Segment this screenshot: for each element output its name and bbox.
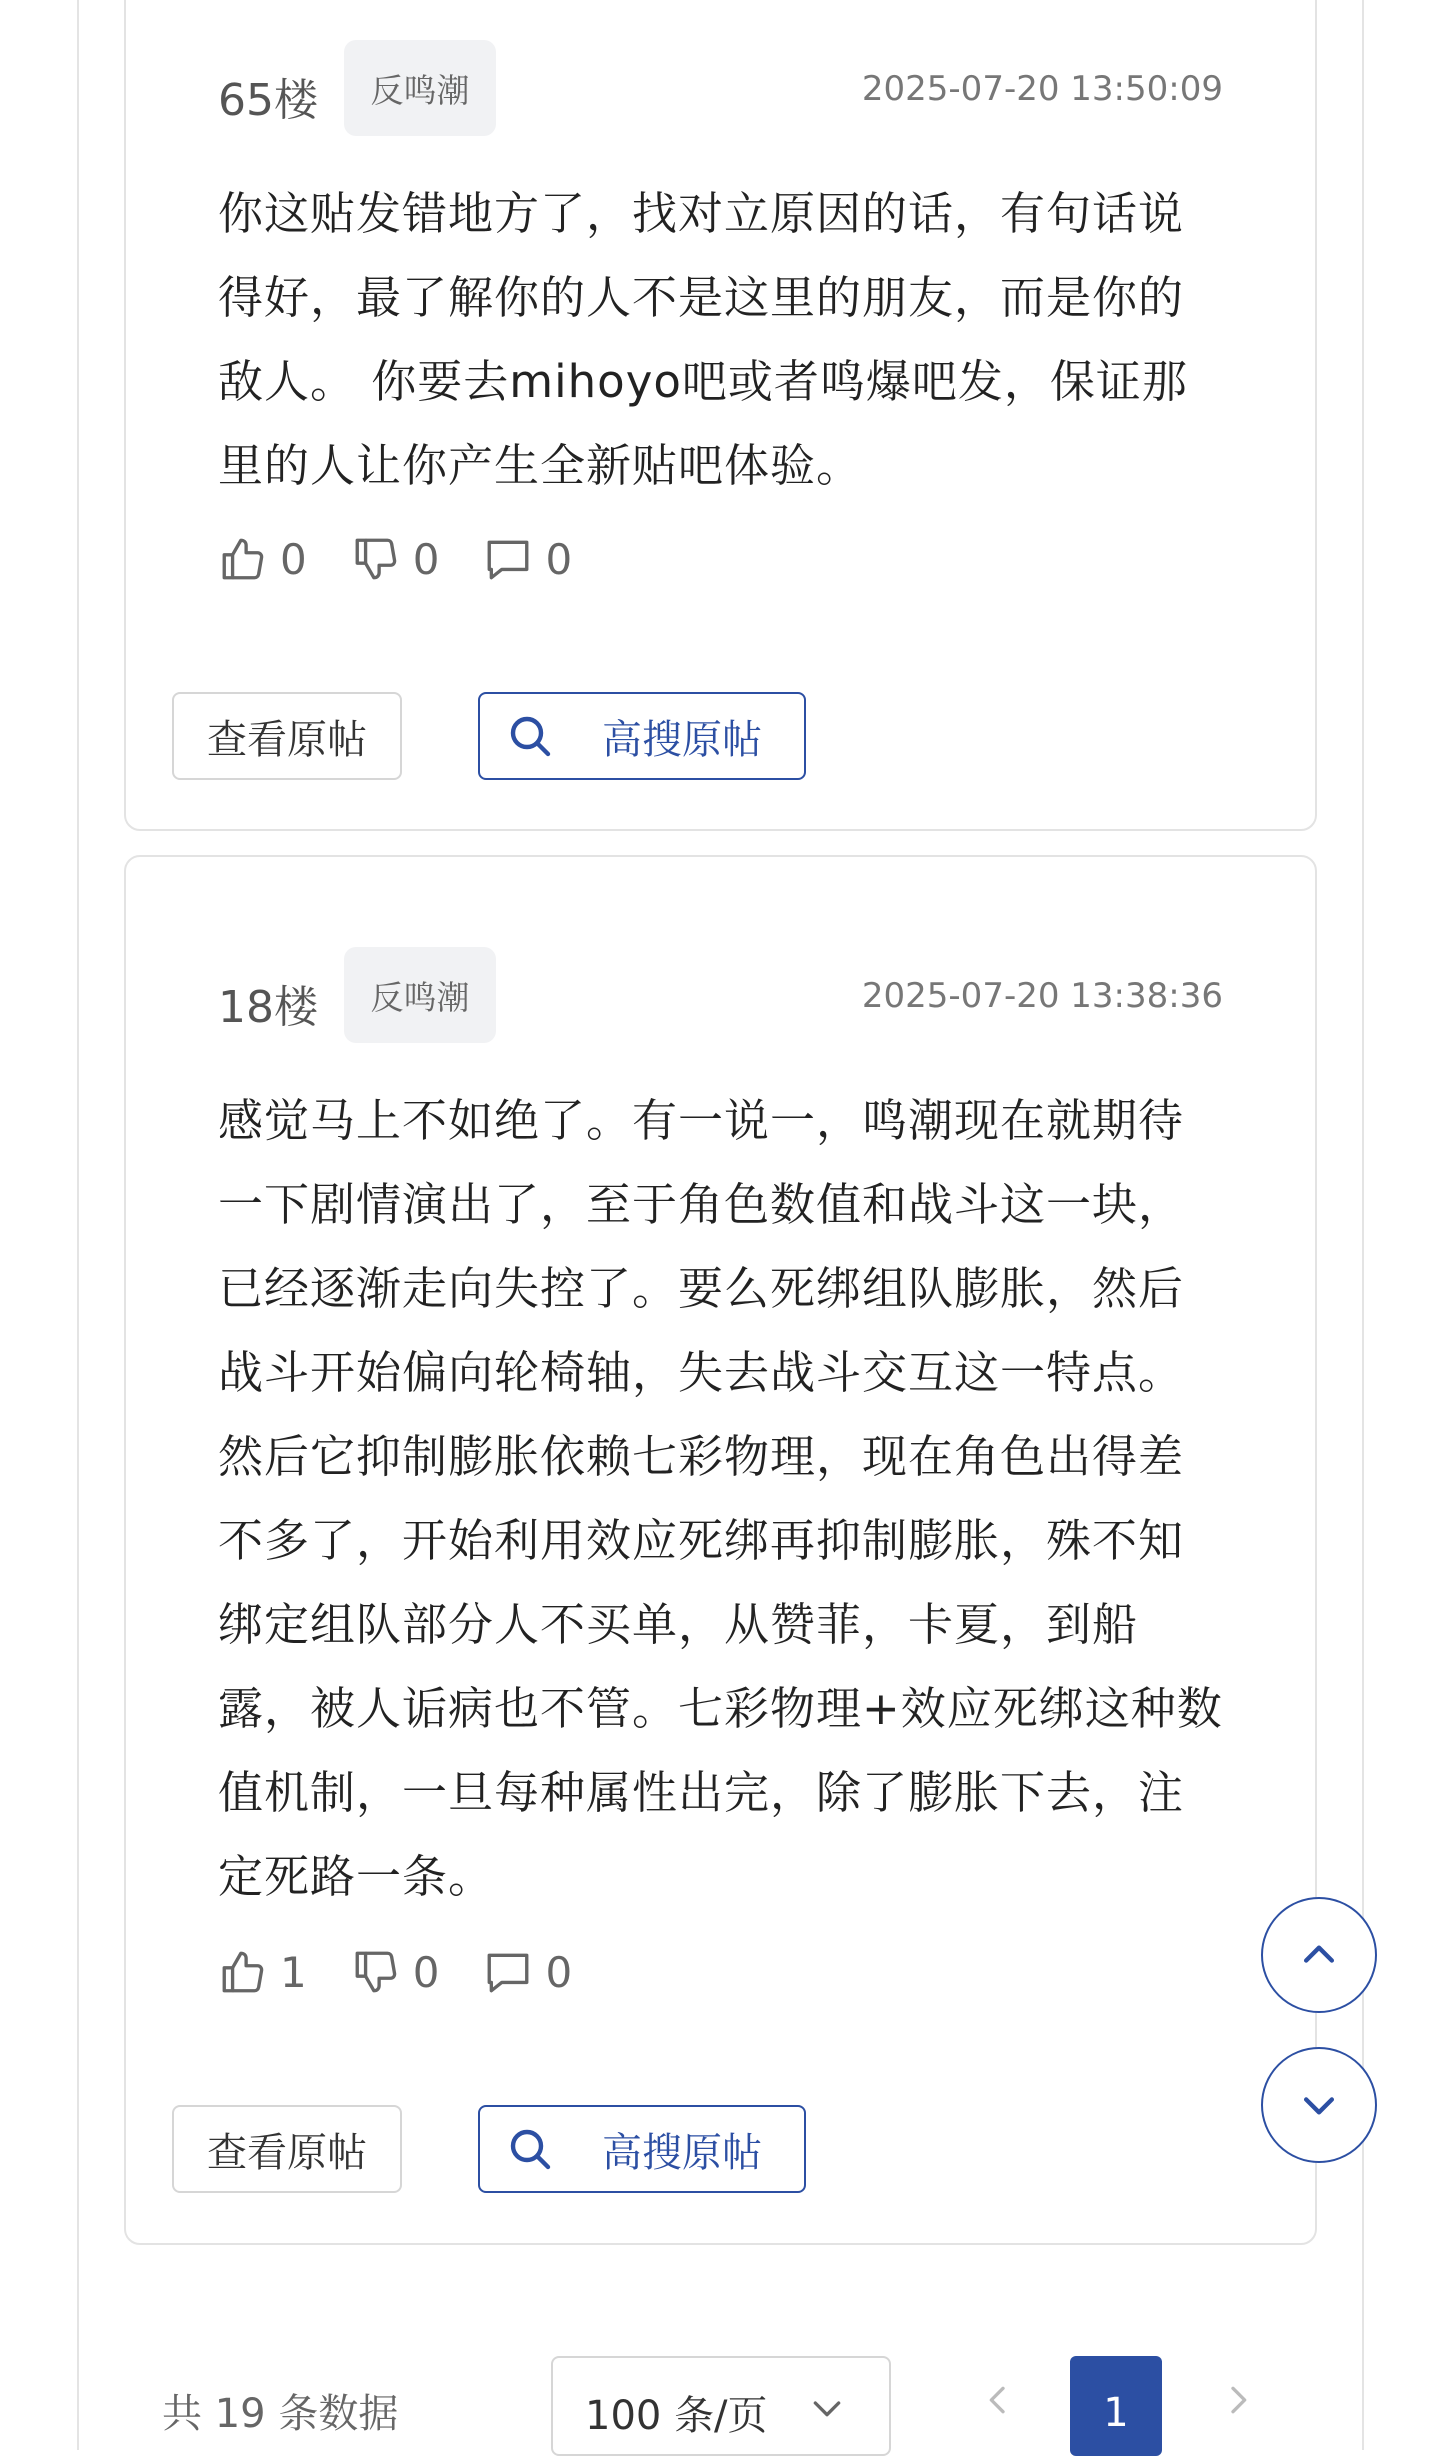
- thumbs-up-icon: [218, 1947, 268, 1997]
- post-content: 感觉马上不如绝了。有一说一，鸣潮现在就期待一下剧情演出了，至于角色数值和战斗这一块，已经逐渐走向失控了。要么死绑组队膨胀，然后战斗开始偏向轮椅轴，失去战斗交互这一特点。然后它抑制膨胀依赖七彩物理，现在角色出得差不多了，开始利用效应死绑再抑制膨胀，殊不知绑定组队部分人不买单，从赞菲，卡夏，到船露，被人诟病也不管。七彩物理+效应死绑这种数值机制，一旦每种属性出完，除了膨胀下去，注定死路一条。: [218, 1094, 1223, 1903]
- post-time: 2025-07-20 13:38:36: [861, 976, 1223, 1016]
- like-button[interactable]: [218, 534, 307, 584]
- comment-icon: [483, 1947, 533, 1997]
- search-original-button[interactable]: [478, 692, 806, 780]
- comment-count: 0: [545, 534, 573, 584]
- thumbs-down-icon: [351, 534, 401, 584]
- dislike-button[interactable]: [351, 1947, 440, 1997]
- pagination: [0, 2352, 1440, 2439]
- prev-page-button[interactable]: [978, 2380, 1018, 2420]
- thumbs-down-icon: [351, 1947, 401, 1997]
- comment-button[interactable]: [483, 1947, 572, 1997]
- comment-icon: [483, 534, 533, 584]
- comment-button[interactable]: [483, 534, 572, 584]
- scroll-up-button[interactable]: [1261, 1897, 1377, 2013]
- search-original-label: 高搜原帖: [602, 716, 762, 763]
- page-size-value: 100 条/页: [585, 2393, 768, 2439]
- view-original-button[interactable]: 查看原帖: [172, 692, 402, 780]
- page-number-current[interactable]: 1: [1070, 2356, 1162, 2456]
- view-original-button[interactable]: 查看原帖: [172, 2105, 402, 2193]
- dislike-button[interactable]: [351, 534, 440, 584]
- post-time: 2025-07-20 13:50:09: [861, 69, 1223, 109]
- chevron-down-icon: [1297, 2083, 1341, 2127]
- page-size-select[interactable]: [551, 2356, 891, 2456]
- thumbs-up-icon: [218, 534, 268, 584]
- dislike-count: 0: [412, 534, 440, 584]
- post-card: [124, 855, 1317, 2245]
- post-card: [124, 0, 1317, 831]
- dislike-count: 0: [412, 1947, 440, 1997]
- like-count: 1: [280, 1947, 307, 1997]
- chevron-up-icon: [1297, 1933, 1341, 1977]
- search-icon: [506, 2125, 554, 2173]
- search-original-label: 高搜原帖: [602, 2129, 762, 2176]
- post-actions: [218, 529, 616, 589]
- post-content: 你这贴发错地方了，找对立原因的话，有句话说得好，最了解你的人不是这里的朋友，而是你的敌人。 你要去mihoyo吧或者鸣爆吧发，保证那里的人让你产生全新贴吧体验。: [218, 187, 1188, 492]
- floor-number: 18楼: [218, 982, 318, 1033]
- post-header: [218, 947, 1223, 1043]
- post-header: [218, 40, 1223, 136]
- next-page-button[interactable]: [1218, 2380, 1258, 2420]
- post-actions: [218, 1942, 616, 2002]
- like-button[interactable]: [218, 1947, 307, 1997]
- chevron-down-icon: [807, 2388, 847, 2428]
- search-original-button[interactable]: [478, 2105, 806, 2193]
- floor-number: 65楼: [218, 75, 318, 126]
- like-count: 0: [280, 534, 307, 584]
- search-icon: [506, 712, 554, 760]
- forum-tag[interactable]: 反鸣潮: [344, 947, 496, 1043]
- total-count: 共 19 条数据: [162, 2391, 399, 2437]
- scroll-down-button[interactable]: [1261, 2047, 1377, 2163]
- forum-tag[interactable]: 反鸣潮: [344, 40, 496, 136]
- comment-count: 0: [545, 1947, 573, 1997]
